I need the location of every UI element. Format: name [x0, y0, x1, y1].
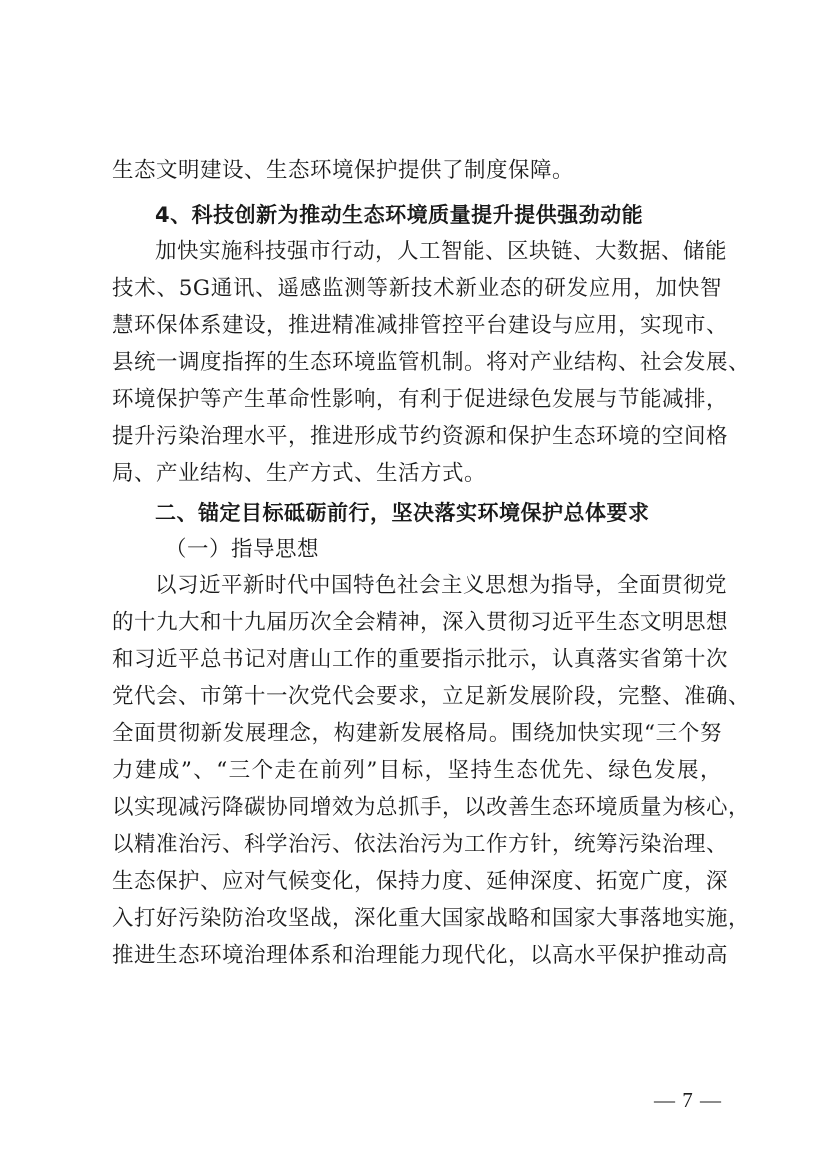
- paragraph-line: 以实现减污降碳协同增效为总抓手，以改善生态环境质量为核心，: [112, 795, 751, 820]
- paragraph-line: 局、产业结构、生产方式、生活方式。: [112, 461, 487, 486]
- paragraph-line: 慧环保体系建设，推进精准减排管控平台建设与应用，实现市、: [112, 313, 729, 338]
- page-number: — 7 —: [654, 1088, 722, 1112]
- paragraph-line: 党代会、市第十一次党代会要求，立足新发展阶段，完整、准确、: [112, 684, 751, 709]
- paragraph-line: 县统一调度指挥的生态环境监管机制。将对产业结构、社会发展、: [112, 350, 751, 375]
- paragraph-line: 全面贯彻新发展理念，构建新发展格局。围绕加快实现“三个努: [112, 721, 722, 746]
- subsection-heading: （一）指导思想: [165, 537, 320, 562]
- paragraph-line: 和习近平总书记对唐山工作的重要指示批示，认真落实省第十次: [112, 647, 729, 672]
- chapter-heading: 二、锚定目标砥砺前行，坚决落实环境保护总体要求: [155, 501, 650, 525]
- paragraph-line: 以精准治污、科学治污、依法治污为工作方针，统筹污染治理、: [112, 832, 729, 857]
- paragraph-line: 推进生态环境治理体系和治理能力现代化，以高水平保护推动高: [112, 943, 729, 968]
- paragraph-line: 生态文明建设、生态环境保护提供了制度保障。: [112, 158, 575, 183]
- paragraph-line: 加快实施科技强市行动，人工智能、区块链、大数据、储能: [155, 239, 728, 264]
- paragraph-line: 技术、5G通讯、遥感监测等新技术新业态的研发应用，加快智: [112, 276, 722, 301]
- paragraph-line: 生态保护、应对气候变化，保持力度、延伸深度、拓宽广度，深: [112, 869, 729, 894]
- paragraph-line: 提升污染治理水平，推进形成节约资源和保护生态环境的空间格: [112, 424, 729, 449]
- paragraph-line: 环境保护等产生革命性影响，有利于促进绿色发展与节能减排，: [112, 387, 729, 412]
- paragraph-line: 以习近平新时代中国特色社会主义思想为指导，全面贯彻党: [155, 573, 728, 598]
- section-heading-4: 4、科技创新为推动生态环境质量提升提供强劲动能: [155, 203, 644, 227]
- paragraph-line: 入打好污染防治攻坚战，深化重大国家战略和国家大事落地实施，: [112, 906, 751, 931]
- paragraph-line: 力建成”、“三个走在前列”目标，坚持生态优先、绿色发展，: [112, 758, 722, 783]
- paragraph-line: 的十九大和十九届历次全会精神，深入贯彻习近平生态文明思想: [112, 610, 729, 635]
